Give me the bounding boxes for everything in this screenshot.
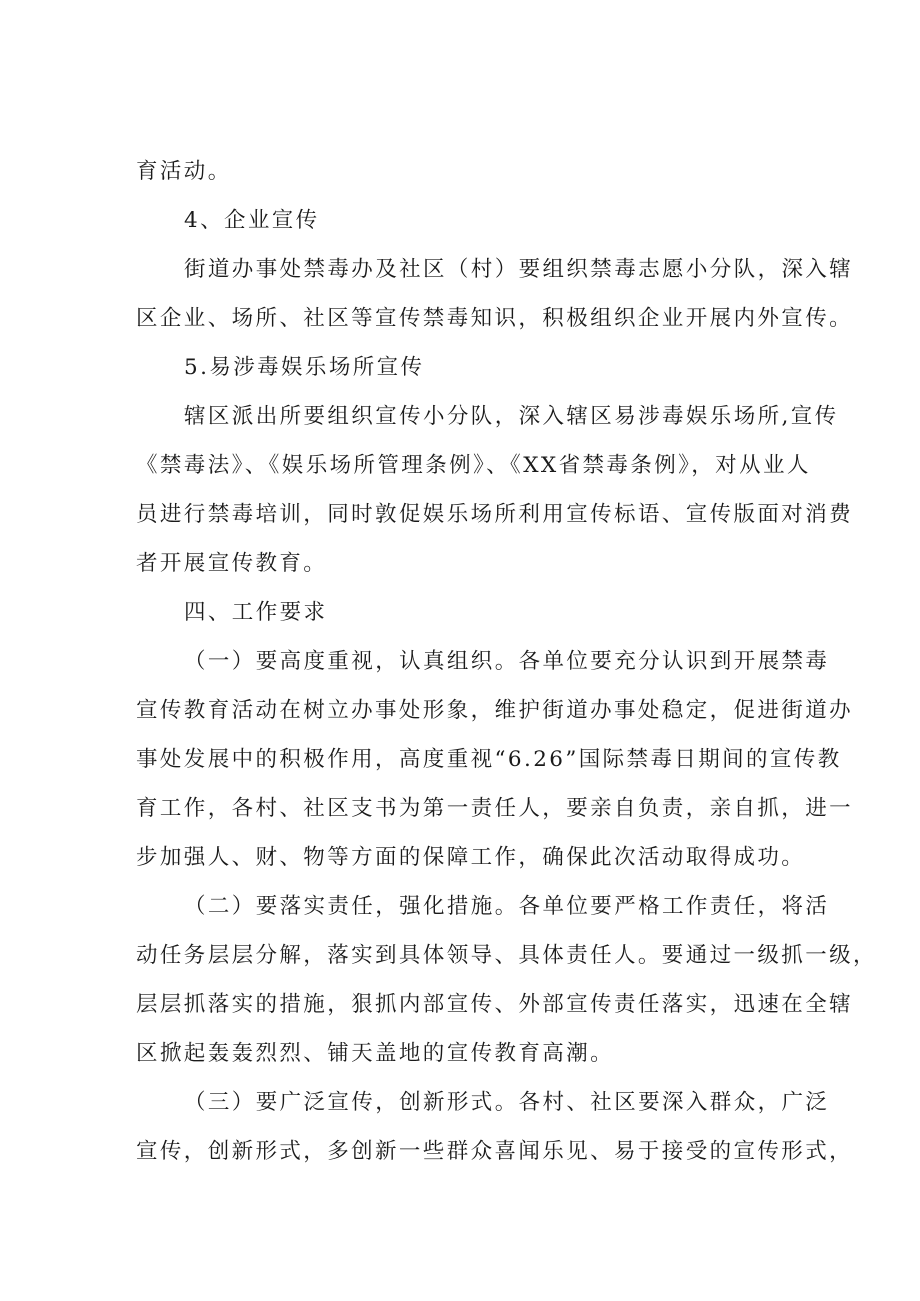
text-line: （一）要高度重视，认真组织。各单位要充分认识到开展禁毒: [184, 649, 830, 674]
text-line: 动任务层层分解，落实到具体领导、具体责任人。要通过一级抓一级，: [136, 943, 877, 968]
text-line: 步加强人、财、物等方面的保障工作，确保此次活动取得成功。: [136, 845, 806, 870]
text-line: 辖区派出所要组织宣传小分队，深入辖区易涉毒娱乐场所,宣传: [184, 404, 839, 429]
text-line: 宣传教育活动在树立办事处形象，维护街道办事处稳定，促进街道办: [136, 698, 854, 723]
section-heading: 4、企业宣传: [184, 208, 320, 233]
text-line: （三）要广泛宣传，创新形式。各村、社区要深入群众，广泛: [184, 1090, 830, 1115]
text-line: 事处发展中的积极作用，高度重视“6.26”国际禁毒日期间的宣传教: [136, 747, 842, 772]
text-line: 员进行禁毒培训，同时敦促娱乐场所利用宣传标语、宣传版面对消费: [136, 502, 854, 527]
text-line: 宣传，创新形式，多创新一些群众喜闻乐见、易于接受的宣传形式，: [136, 1139, 854, 1164]
text-line: 区企业、场所、社区等宣传禁毒知识，积极组织企业开展内外宣传。: [136, 306, 854, 331]
text-line: 者开展宣传教育。: [136, 551, 328, 576]
text-line: 街道办事处禁毒办及社区（村）要组织禁毒志愿小分队，深入辖: [184, 257, 854, 282]
text-line: 层层抓落实的措施，狠抓内部宣传、外部宣传责任落实，迅速在全辖: [136, 992, 854, 1017]
text-line: 《禁毒法》、《娱乐场所管理条例》、《XX省禁毒条例》，对从业人: [136, 453, 811, 478]
section-heading: 5.易涉毒娱乐场所宣传: [184, 355, 425, 380]
text-line: 育工作，各村、社区支书为第一责任人，要亲自负责，亲自抓，进一: [136, 796, 854, 821]
text-line: 育活动。: [136, 159, 232, 184]
text-line: （二）要落实责任，强化措施。各单位要严格工作责任，将活: [184, 894, 830, 919]
text-line: 区掀起轰轰烈烈、铺天盖地的宣传教育高潮。: [136, 1041, 615, 1066]
section-heading: 四、工作要求: [184, 600, 328, 625]
